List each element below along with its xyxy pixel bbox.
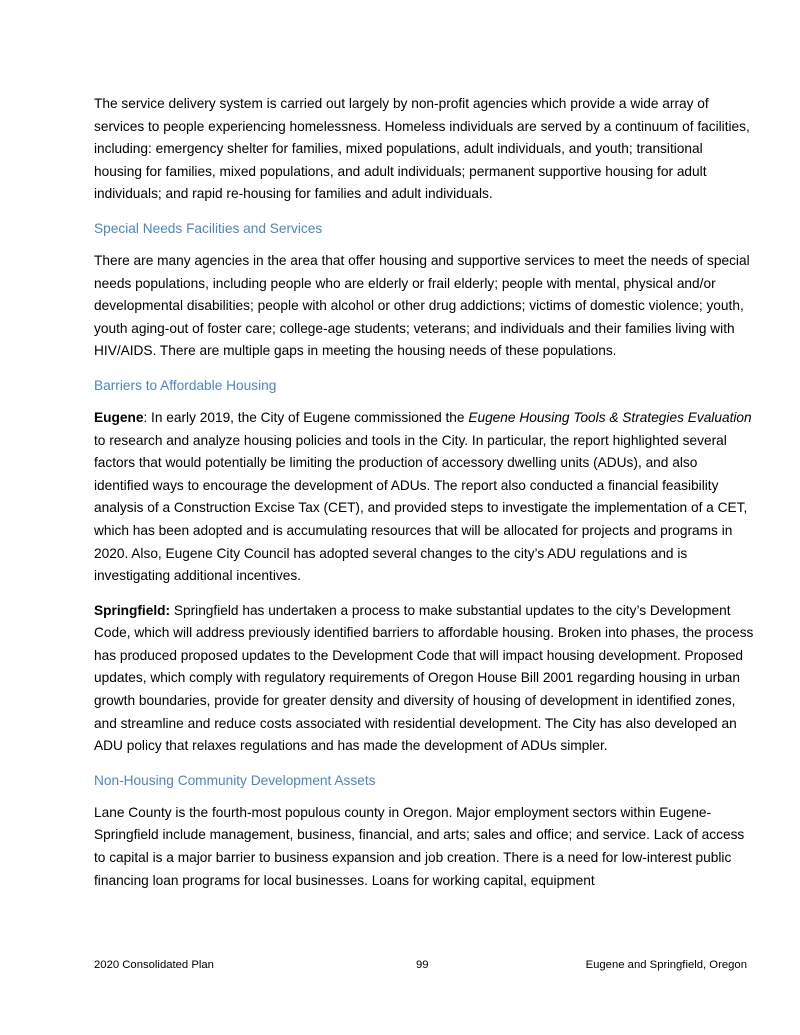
eugene-report-title: Eugene Housing Tools & Strategies Evaluation (468, 409, 752, 425)
page-body (94, 93, 754, 904)
eugene-label: Eugene (94, 409, 144, 425)
non-housing-heading: Non-Housing Community Development Assets (94, 772, 376, 788)
special-needs-paragraph: There are many agencies in the area that offer housing and supportive services to meet the needs of special needs populations, including people who are elderly or frail elderly; people with mental, physical and/or developmental disabilities; people with alcohol or other drug addictions; victims of domestic violence; youth, youth aging-out of foster care; college-age students; veterans; and individuals and their families living with HIV/AIDS. There are multiple gaps in meeting the housing needs of these populations. (94, 252, 750, 359)
lane-county-paragraph: Lane County is the fourth-most populous county in Oregon. Major employment sectors within Eugene-Springfield include management, business, financial, and arts; sales and office; and service. Lack of access to capital is a major barrier to business expansion and job creation. There is a need for low-interest public financing loan programs for local businesses. Loans for working capital, equipment (94, 804, 745, 888)
service-delivery-paragraph: The service delivery system is carried out largely by non-profit agencies which provide a wide array of services to people experiencing homelessness. Homeless individuals are served by a continuum of facilities, including: emergency shelter for families, mixed populations, adult individuals, and youth; transitional housing for families, mixed populations, and adult individuals; permanent supportive housing for adult individuals; and rapid re-housing for families and adult individuals. (94, 96, 750, 202)
springfield-paragraph (94, 600, 754, 758)
footer-plan-title: 2020 Consolidated Plan (94, 959, 214, 971)
springfield-text: Springfield has undertaken a process to make substantial updates to the city’s Development Code, which will address previously identified barriers to affordable housing. Broken into phases, the process has produced proposed updates to the Development Code that will impact housing development. Proposed updates, which comply with regulatory requirements of Oregon House Bill 2001 regarding housing in urban growth boundaries, provide for greater density and diversity of housing of development in identified zones, and streamline and reduce costs associated with residential development. The City has also developed an ADU policy that relaxes regulations and has made the development of ADUs simpler. (94, 602, 754, 754)
eugene-text-2: to research and analyze housing policies and tools in the City. In particular, the report highlighted several factors that would potentially be limiting the production of accessory dwelling units (ADUs), and also identified ways to encourage the development of ADUs. The report also conducted a financial feasibility analysis of a Construction Excise Tax (CET), and provided steps to investigate the implementation of a CET, which has been adopted and is accumulating resources that will be allocated for projects and programs in 2020. Also, Eugene City Council has adopted several changes to the city’s ADU regulations and is investigating additional incentives. (94, 432, 748, 584)
eugene-paragraph (94, 407, 754, 588)
footer-location: Eugene and Springfield, Oregon (585, 959, 747, 971)
page-footer (94, 957, 747, 973)
barriers-heading: Barriers to Affordable Housing (94, 377, 277, 393)
eugene-text-1: : In early 2019, the City of Eugene commissioned the (143, 409, 469, 425)
springfield-label: Springfield: (94, 602, 171, 618)
special-needs-heading: Special Needs Facilities and Services (94, 220, 323, 236)
footer-page-number: 99 (416, 959, 429, 971)
